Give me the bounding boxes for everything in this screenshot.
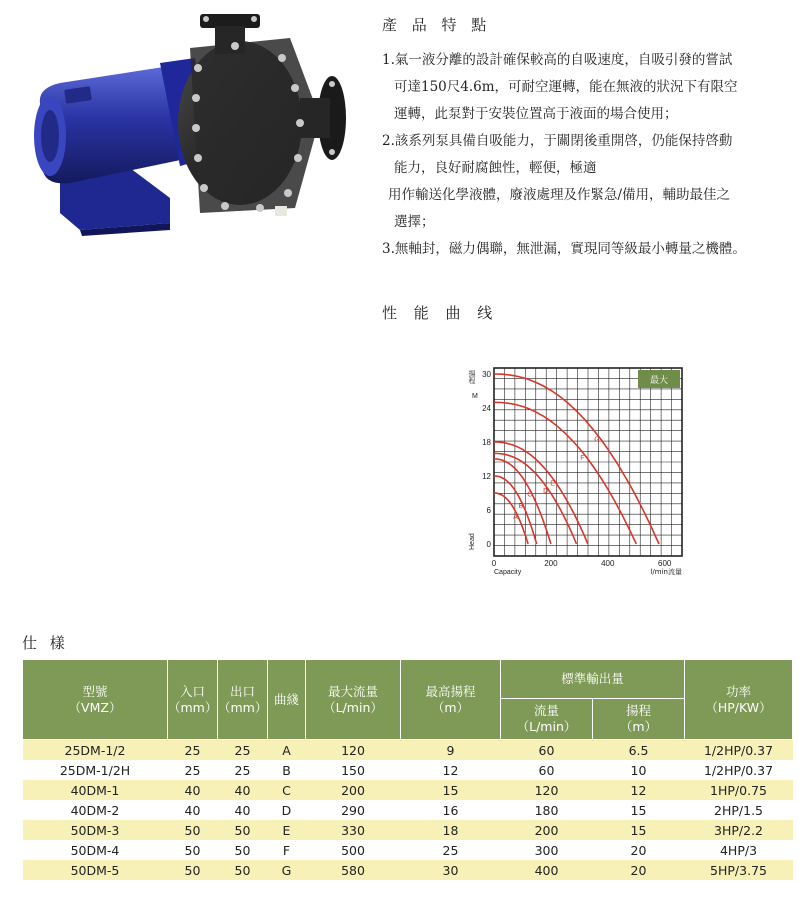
cell-power: 1HP/0.75: [685, 780, 793, 800]
cell-std-flow: 300: [501, 840, 593, 860]
max-badge-label: 最大: [649, 376, 669, 386]
curve-title: 性 能 曲 线: [382, 304, 499, 322]
feature-line: 3.無軸封，磁力偶聯，無泄漏，實現同等級最小轉量之機體。: [382, 241, 746, 257]
curve-label: B: [518, 502, 524, 510]
header-power: 功率 （HP/KW）: [685, 660, 793, 740]
header-std-head: 揚程 （m）: [593, 699, 685, 740]
cell-curve: F: [268, 840, 306, 860]
curve-label: A: [513, 513, 518, 521]
cell-outlet: 40: [218, 800, 268, 820]
cell-inlet: 25: [168, 740, 218, 761]
y-tick-label: 18: [482, 438, 491, 447]
feature-line: 2.該系列泵具備自吸能力，于關閉後重開啓，仍能保持啓動: [382, 133, 733, 149]
cell-std-head: 10: [593, 760, 685, 780]
performance-chart: [452, 356, 692, 596]
cell-model: 25DM-1/2H: [23, 760, 168, 780]
cell-power: 5HP/3.75: [685, 860, 793, 880]
cell-power: 4HP/3: [685, 840, 793, 860]
cell-max-head: 9: [401, 740, 501, 761]
y-tick-label: 24: [482, 404, 491, 413]
curve-label: D: [543, 488, 549, 496]
feature-line: 運轉，此泵對于安裝位置高于液面的場合使用；: [394, 106, 678, 122]
x-axis-label-right: l/min流量: [650, 568, 682, 576]
cell-power: 1/2HP/0.37: [685, 740, 793, 761]
cell-model: 25DM-1/2: [23, 740, 168, 761]
cell-std-head: 6.5: [593, 740, 685, 761]
cell-max-head: 12: [401, 760, 501, 780]
y-tick-label: 30: [482, 370, 491, 379]
cell-max-head: 15: [401, 780, 501, 800]
cell-model: 50DM-5: [23, 860, 168, 880]
x-tick-label: 0: [491, 559, 497, 568]
cell-model: 40DM-1: [23, 780, 168, 800]
cell-outlet: 25: [218, 740, 268, 761]
cell-power: 3HP/2.2: [685, 820, 793, 840]
cell-inlet: 25: [168, 760, 218, 780]
cell-model: 40DM-2: [23, 800, 168, 820]
cell-max-flow: 200: [306, 780, 401, 800]
cell-max-flow: 330: [306, 820, 401, 840]
cell-std-head: 15: [593, 800, 685, 820]
table-row: [23, 760, 793, 780]
cell-max-head: 30: [401, 860, 501, 880]
cell-power: 1/2HP/0.37: [685, 760, 793, 780]
cell-inlet: 50: [168, 860, 218, 880]
cell-max-flow: 120: [306, 740, 401, 761]
header-outlet: 出口 （mm）: [218, 660, 268, 740]
cell-inlet: 50: [168, 820, 218, 840]
cell-model: 50DM-4: [23, 840, 168, 860]
cell-std-head: 12: [593, 780, 685, 800]
y-axis-unit: M: [472, 393, 478, 400]
curve-label: F: [580, 454, 585, 462]
header-model: 型號 （VMZ）: [23, 660, 168, 740]
cell-curve: E: [268, 820, 306, 840]
cell-curve: G: [268, 860, 306, 880]
cell-std-flow: 180: [501, 800, 593, 820]
cell-outlet: 25: [218, 760, 268, 780]
cell-std-flow: 60: [501, 740, 593, 761]
cell-max-flow: 290: [306, 800, 401, 820]
cell-std-head: 15: [593, 820, 685, 840]
x-tick-label: 400: [601, 559, 615, 568]
header-max-flow: 最大流量 （L/min）: [306, 660, 401, 740]
cell-power: 2HP/1.5: [685, 800, 793, 820]
cell-outlet: 50: [218, 840, 268, 860]
header-standard-output: 標準輸出量: [501, 660, 685, 699]
cell-curve: C: [268, 780, 306, 800]
y-tick-label: 0: [486, 540, 491, 549]
cell-outlet: 50: [218, 860, 268, 880]
table-row: [23, 800, 793, 820]
cell-inlet: 40: [168, 800, 218, 820]
table-row: [23, 740, 793, 761]
product-features: [382, 14, 792, 263]
feature-line: 用作輸送化學液體，廢液處理及作緊急/備用，輔助最佳之: [388, 187, 731, 203]
table-row: [23, 840, 793, 860]
cell-inlet: 40: [168, 780, 218, 800]
cell-outlet: 50: [218, 820, 268, 840]
header-curve: 曲綫: [268, 660, 306, 740]
pump-image: [20, 8, 350, 238]
header-max-head: 最高揚程 （m）: [401, 660, 501, 740]
cell-std-flow: 60: [501, 760, 593, 780]
header-std-flow: 流量 （L/min）: [501, 699, 593, 740]
table-row: [23, 780, 793, 800]
table-row: [23, 860, 793, 880]
cell-std-flow: 400: [501, 860, 593, 880]
y-axis-label-top: 揚程: [468, 370, 476, 384]
cell-max-head: 18: [401, 820, 501, 840]
cell-inlet: 50: [168, 840, 218, 860]
cell-curve: D: [268, 800, 306, 820]
y-tick-label: 12: [482, 472, 491, 481]
curve-label: G: [594, 436, 600, 444]
cell-max-flow: 580: [306, 860, 401, 880]
x-tick-label: 200: [544, 559, 558, 568]
curve-label: C: [527, 491, 533, 499]
header-inlet: 入口 （mm）: [168, 660, 218, 740]
cell-max-head: 16: [401, 800, 501, 820]
cell-outlet: 40: [218, 780, 268, 800]
cell-curve: A: [268, 740, 306, 761]
cell-max-flow: 500: [306, 840, 401, 860]
y-axis-label-side: Head: [469, 533, 476, 550]
cell-model: 50DM-3: [23, 820, 168, 840]
table-row: [23, 820, 793, 840]
curve-label: E: [550, 480, 555, 488]
cell-std-flow: 120: [501, 780, 593, 800]
x-axis-label-left: Capacity: [494, 569, 522, 576]
cell-std-head: 20: [593, 860, 685, 880]
cell-std-flow: 200: [501, 820, 593, 840]
x-tick-label: 600: [658, 559, 672, 568]
cell-max-flow: 150: [306, 760, 401, 780]
spec-title: 仕 樣: [22, 634, 69, 652]
feature-line: 選擇；: [394, 214, 435, 230]
feature-line: 能力，良好耐腐蝕性，輕便，極適: [394, 160, 597, 176]
spec-table: [22, 659, 793, 880]
features-heading: 產 品 特 點: [382, 16, 492, 34]
cell-curve: B: [268, 760, 306, 780]
feature-line: 1.氣一液分離的設計確保較高的自吸速度，自吸引發的嘗試: [382, 52, 733, 68]
cell-max-head: 25: [401, 840, 501, 860]
y-tick-label: 6: [486, 506, 491, 515]
feature-line: 可達150尺4.6m，可耐空運轉，能在無液的狀況下有限空: [394, 79, 738, 95]
cell-std-head: 20: [593, 840, 685, 860]
